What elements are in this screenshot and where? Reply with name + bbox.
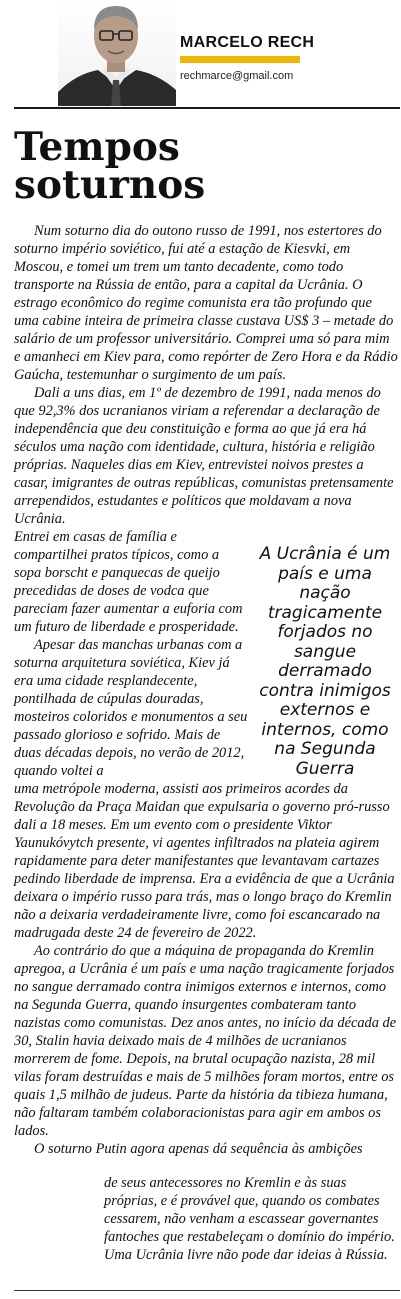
headline-line-2: soturnos [14, 162, 206, 208]
author-email[interactable]: rechmarce@gmail.com [180, 70, 294, 82]
paragraph-4: Ao contrário do que a máquina de propaganda do Kremlin apregoa, a Ucrânia é um país e uma nação tragicamente forjados no sangue derramado contra inimigos externos e internos, como na Segunda Guerra, quando insurgentes combateram tanto nazistas como comunistas. Dez anos antes, no início da década de 30, Stalin havia deixado mais de 4 milhões de ucranianos morrerem de fome. Depois, na brutal ocupação nazista, 28 mil vilas foram destruídas e mais de 5 milhões foram mortos, entre os quais 1,5 milhão de judeus. Parte da história da tibieza humana, não faltaram também colaboracionistas para agir em ambos os lados. [14, 943, 397, 1139]
article-body-narrow [14, 528, 248, 780]
author-name: MARCELO RECH [180, 34, 315, 51]
author-photo [58, 0, 176, 106]
paragraph-5-continued: de seus antecessores no Kremlin e às suas próprias, e é provável que, quando os combates cessarem, não venham a escassear governantes fantoches que restabeleçam o domínio do império. Uma Ucrânia livre não pode dar ideias à Rússia. [104, 1175, 395, 1263]
paragraph-1: Num soturno dia do outono russo de 1991, nos estertores do soturno império soviético, fui até a estação de Kiesvki, em Moscou, e tomei um trem um tanto decadente, como todo transporte na Rússia de então, para a capital da Ucrânia. O estrago econômico do regime comunista era tão profundo que uma cabine inteira de primeira classe custava US$ 3 – metade do salário de um professor universitário. Comprei uma só para mim e amanheci em Kiev para, como repórter de Zero Hora e da Rádio Gaúcha, testemunhar o surgimento de um país. [14, 223, 398, 383]
article-body-top [14, 222, 398, 528]
footer-divider [14, 1290, 400, 1291]
headline-line-1: Tempos [14, 124, 180, 170]
author-accent-bar [180, 56, 300, 63]
header-divider [14, 107, 400, 109]
paragraph-2-continued: Entrei em casas de família e compartilhei pratos típicos, como a sopa borscht e panquecas de queijo precedidas de doses de vodca que pareciam fazer aumentar a euforia com um futuro de liberdade e prosperidade. [14, 529, 243, 635]
paragraph-3-continued: uma metrópole moderna, assisti aos primeiros acordes da Revolução da Praça Maidan que expulsaria o governo pró-russo dali a 18 meses. Em um evento com o presidente Viktor Yaunukóvytch presente, vi agentes infiltrados na plateia agirem rapidamente para deter manifestantes que levantavam cartazes pedindo liberdade de imprensa. Era a evidência de que a Ucrânia deixara o império russo para trás, mas o longo braço do Kremlin não a deixaria verdadeiramente livre, como foi escancarado na madrugada deste 24 de fevereiro de 2022. [14, 781, 395, 941]
pull-quote: A Ucrânia é um país e uma nação tragicamente forjados no sangue derramado contra inimigos externos e internos, como na Segunda Guerra [259, 544, 391, 779]
paragraph-3-start: Apesar das manchas urbanas com a soturna arquitetura soviética, Kiev já era uma cidade resplandecente, pontilhada de cúpulas douradas, mosteiros coloridos e monumentos a seu passado glorioso e sofrido. Mais de duas décadas depois, no verão de 2012, quando voltei a [14, 637, 248, 779]
paragraph-2-full: Dali a uns dias, em 1º de dezembro de 1991, nada menos do que 92,3% dos ucranianos viriam a referendar a declaração de independência que deu constituição e forma ao que já era há séculos uma nação com identidade, cultura, história e religião próprias. Naqueles dias em Kiev, entrevistei noivos prestes a casar, imigrantes de outras repúblicas, comunistas pretensamente arrependidos, estudantes e políticos que moldavam a nova Ucrânia. [14, 385, 394, 527]
paragraph-5-start: O soturno Putin agora apenas dá sequência às ambições [34, 1141, 363, 1157]
article-body-final [104, 1174, 398, 1264]
article-body-bottom [14, 780, 398, 1158]
article-headline [14, 124, 394, 208]
